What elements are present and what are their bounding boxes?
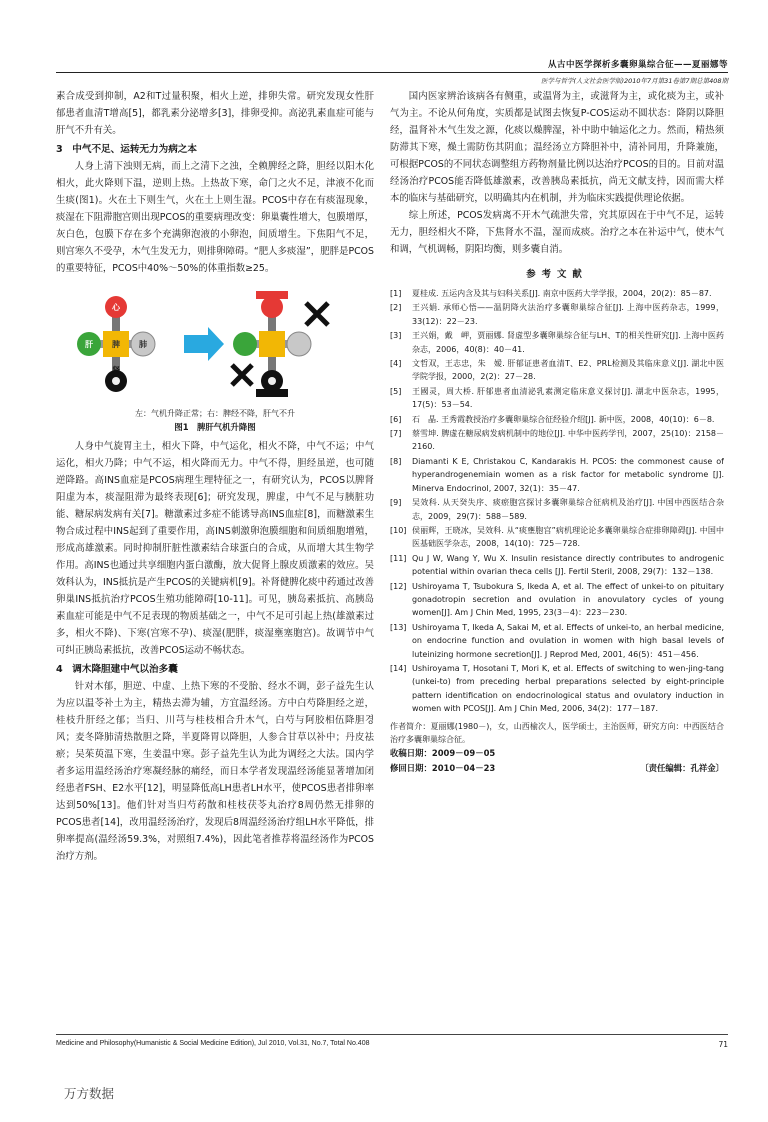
reference-item: [6] 石 晶. 王秀霞教授治疗多囊卵巢综合征经验介绍[J]. 新中医，2008，40(10)：6－8. — [390, 414, 715, 424]
reference-item: [4] 文哲双，王志忠，朱 嫒. 肝郁证患者血清T、E2、PRL检测及其临床意义[J]. 湖北中医学院学报，2000，2(2)：27－28. — [390, 359, 724, 382]
transition-arrow — [184, 327, 224, 361]
section-3-paragraph-2: 人身中气旋胃主土，相火下降，中气运化，相火不降，中气不运；中气运化，相火乃降；中气不运，相火降而无力。中气不得，胆经虽逆，也可随逆降路。高INS血症是PCOS病理生理特征之一，有研究认为，PCOS以脾肾阳虚为本，痰湿阻滞为最终表现[6]；研究发现，脾虚，中气不足与胰脏功能、糖尿病发病有关[7]。糖激素过多症不能诱导高INS血症[8]，而糖激素生物合成过程中INS起到了重要作用，高INS刺激卵泡膜细胞和间质细胞增殖，形成高雄激素。同时抑制肝脏性激素结合球蛋白的合成，从而增大其生物学作用。高INS也通过共享细胞内蛋白激酶，放大促肾上腺皮质激素的效应。吴效科认为，INS抵抗是产生PCOS的关键病机[9]。补肾健脾化痰中药通过改善卵巢INS抵抗治疗PCOS生殖功能障碍[10-11]。可见，胰岛素抵抗、高胰岛素血症可能是中气不足表现的物质基础之一，中气不足可引起上热(雄激素过多，相火不降)、下寒(宫寒不孕)、痰湿(肥胖，痰湿壅塞胞宫)。故调节中气可纠正胰岛素抵抗，改善PCOS运动不畅状态。 — [56, 441, 374, 656]
right-paragraph-2: 综上所述，PCOS发病离不开木气疏泄失常，究其原因在于中气不足，运转无力，胆经相火不降，下焦肾水不温，湿而成痰。治疗之本在补运中气，使木气和调，气机调畅，阴阳均衡，则多囊自消。 — [390, 210, 724, 255]
spleen-label: 脾 — [112, 340, 120, 349]
reference-item: [2] 王兴娟. 承师心悟——温阴降火法治疗多囊卵巢综合征[J]. 上海中医药杂志，1999，33(12)：22－23. — [390, 303, 724, 326]
section-3-paragraph: 人身上清下浊则无病，而上之清下之浊，全赖脾经之降，胆经以阳木化相火，此火降则下温，逆则上热。上热故下寒，命门之火不足，津液不化而生痰(图1)。火在土下则生气，火在土上则生湿。PCOS中存在有痰湿现象，痰湿在下阻滞胞宫则出现PCOS的重要病理改变：卵巢囊性增大，包膜增厚，灰白色，包膜下存在多个充满卵泡液的小卵泡，间质增生。下焦阳气不足，则宫寒久不受孕，木气生发无力，则排卵障碍。“肥人多痰湿”，肥胖是PCOS的重要特征，PCOS中40%～50%的体重指数≥25。 — [56, 161, 374, 274]
figure-1 — [56, 285, 374, 403]
footer-journal: Medicine and Philosophy(Humanistic & Social Medicine Edition), Jul 2010, Vol.31, No.7, Total No.408 — [56, 1040, 370, 1047]
reference-list — [390, 287, 724, 716]
page-number: 71 — [718, 1040, 728, 1049]
responsible-editor: 〔责任编辑：孔祥金〕 — [640, 763, 724, 774]
section-4-paragraph: 针对木郁，胆逆、中虚、上热下寒的不受胎、经水不调，彭子益先生认为应以温苓补土为主，精热去滞为辅，方宜温经汤。方中白芍降胆经之逆，桂枝升肝经之郁；当归、川芎与桂枝相合升木气，白芍与阿胶相伍降胆경风；麦冬降肺清热散胆之降，半夏降胃以降胆，人参合甘草以补中；丹皮祛瘀；吴茱萸温下寒，生姜温中寒。彭子益先生认为此为调经之大法。国内学者多运用温经汤治疗寒凝经脉的痛经，而日本学者发现温经汤能显著增加闭经患者FSH、E2水平[12]，明显降低高LH患者LH水平，使PCOS患者排卵率达到50%[13]。他们针对当归芍药散和桂枝茯苓丸治疗8周仍然无排卵的PCOS患者[14]，改用温经汤治疗，发现后8周温经汤治疗组LH水平降低，排卵率提高(温经汤59.3%，对照组7.4%)，因此笔者推荐将温经汤作为PCOS治疗方剂。 — [56, 681, 374, 862]
figure-title: 图1 脾肝气机升降图 — [174, 422, 256, 432]
lung-label: 肺 — [139, 340, 147, 349]
received-date: 收稿日期：2009－09－05 — [390, 748, 496, 759]
references-title: 参考文献 — [526, 269, 588, 280]
date-block — [390, 746, 724, 776]
qi-movement-diagram — [56, 285, 374, 403]
reference-item: [11] Qu J W, Wang Y, Wu X. Insulin resistance directly contributes to androgenic potential within ovarian theca cells [J]. Fertil Steril, 2008, 29(7)：132－138. — [390, 553, 724, 577]
header-rule — [56, 72, 728, 73]
figure-caption: 左：气机升降正常；右：脾经不降，肝气不升 — [135, 409, 295, 418]
heart-label: 心 — [112, 303, 120, 312]
reference-item: [10] 侯丽辉，王晓冰，吴效科. 从“痰壅胞宫”病机理论论多囊卵巢综合症排卵障碍[J]. 中国中医基础医学杂志，2008，14(10)：725－728. — [390, 525, 724, 549]
reference-item: [14] Ushiroyama T, Hosotani T, Mori K, et al. Effects of switching to wen-jing-tang (unkei-to) from preceding herbal preparations selected by eight-principle pattern identification on endocrinological status and ovulatory induction in women with PCOS[J]. Am J Chin Med, 2006, 34(2)：177－187. — [390, 663, 724, 714]
reference-item: [1] 夏桂成. 五运内含及其与妇科关系[J]. 南京中医药大学学报，2004，20(2)：85－87. — [390, 289, 712, 298]
intro-paragraph: 素合成受到抑制，A2和T过量积聚，相火上逆，排卵失常。研究发现女性肝郁患者血清T增高[5]，都乳素分泌增多[3]，排卵受抑。高泌乳素血症可能与肝气不升有关。 — [56, 91, 374, 136]
author-note: 作者简介：夏丽娜(1980－)，女，山西榆次人，医学硕士，主治医师，研究方向：中西医结合治疗多囊卵巢综合征。 — [390, 721, 724, 744]
reference-item: [8] Diamanti K E, Christakou C, Kandarakis H. PCOS: the commonest cause of hyperandrogenemiain women as a risk factor for metabolic syndrome [J]. Minerva Endocrinol, 2007, 32(1)：35－47. — [390, 456, 724, 493]
reference-item: [12] Ushiroyama T, Tsubokura S, Ikeda A, et al. The effect of unkei-to on pituitary gonadotropin secretion and ovulation in anovulatory cycles of young women[J]. Am J Chin Med, 1995, 23(3－4)：223－230. — [390, 581, 724, 618]
liver-label: 肝 — [85, 340, 93, 349]
section-4-heading: 4 调木降胆建中气以治多囊 — [56, 664, 178, 675]
blocked-mark-lower — [232, 365, 252, 385]
left-column — [56, 88, 374, 968]
watermark: 万方数据 — [64, 1086, 115, 1101]
reference-item: [7] 蔡雪坤. 脾虚在糖尿病发病机制中的地位[J]. 中华中医药学刊，2007，25(10)：2158－2160. — [390, 429, 724, 452]
header-title: 从古中医学探析多囊卵巢综合征——夏丽娜等 — [547, 60, 728, 70]
reference-item: [9] 吴效科. 从天癸失序、痰瘀胞宫探讨多囊卵巢综合征病机及治疗[J]. 中国中西医结合杂志，2009，29(7)：588－589. — [390, 498, 724, 521]
right-column — [390, 88, 724, 968]
reference-item: [5] 王國灵，周大桥. 肝郁患者血清泌乳素测定临床意义探讨[J]. 湖北中医杂志，1995，17(5)：53－54. — [390, 386, 724, 410]
blocked-mark-upper — [306, 303, 328, 325]
reference-item: [3] 王兴娟，戴 岬，贾丽娜. 肾虚型多囊卵巢综合征与LH、T的相关性研究[J]. 上海中医药杂志，2006，40(8)：40－41. — [390, 331, 724, 354]
right-paragraph-1: 国内医家辨治该病各有侧重，或温肾为主，或滋肾为主，或化痰为主，或补气为主。不论从何角度，实质都是试图去恢复P-COS运动不圆状态：降阴以降胆经，温肾补木气生发之源，化痰以燥脾湿，补中助中轴运化之力。然而，精热须防滞其下寒，燥土需防伤其阴血；温经汤立方降胆补中，清补同用，升降兼施，可根据PCOS的不同状态调整组方药物剂量比例以达治疗PCOS的目的。目前对温经汤治疗PCOS能否降低雄激素，改善胰岛素抵抗，尚无文献支持，因而需大样本的临床与基础研究，以明确其内在机制，并为临床实践提供理论依据。 — [390, 91, 724, 204]
kidney-label: 肾 — [112, 366, 120, 375]
section-3-heading: 3 中气不足、运转无力为病之本 — [56, 144, 197, 155]
right-diagram — [232, 291, 328, 397]
footer-rule — [56, 1034, 728, 1035]
revised-date: 修回日期：2010－04－23 — [390, 763, 496, 774]
reference-item: [13] Ushiroyama T, Ikeda A, Sakai M, et al. Effects of unkei-to, an herbal medicine, on endocrine function and ovulation in women with high basal levels of luteinizing hormone secretion[J]. J Reprod Med, 2001, 46(5)：451－456. — [390, 622, 724, 659]
header-subtitle: 医学与哲学(人文社会医学版)2010年7月第31卷第7期总第408期 — [540, 77, 728, 85]
